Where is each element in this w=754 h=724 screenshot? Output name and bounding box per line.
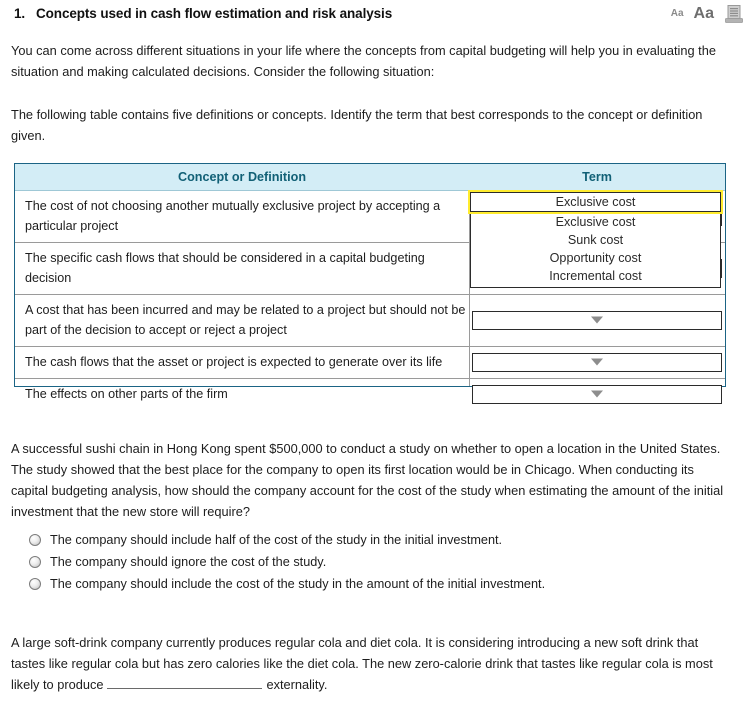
radio-button-icon[interactable] <box>29 578 41 590</box>
cola-question-text-after: externality. <box>266 677 328 692</box>
print-icon[interactable] <box>724 4 744 24</box>
concept-cell: The cost of not choosing another mutually exclusive project by accepting a particular project <box>25 198 441 233</box>
dropdown-option[interactable]: Exclusive cost <box>555 215 636 229</box>
sushi-question-options <box>29 530 719 596</box>
column-header-term: Term <box>469 164 725 190</box>
table-row <box>15 294 725 346</box>
radio-option-2[interactable] <box>29 552 719 572</box>
term-cell <box>469 346 725 378</box>
concept-cell: The effects on other parts of the firm <box>15 378 469 410</box>
radio-option-3[interactable] <box>29 574 719 594</box>
term-select-3[interactable] <box>472 311 722 330</box>
concept-cell: The specific cash flows that should be considered in a capital budgeting decision <box>15 242 469 294</box>
table-row <box>15 346 725 378</box>
intro-paragraph-2: The following table contains five definitions or concepts. Identify the term that best corresponds to the concept or definition given. <box>11 107 703 143</box>
chevron-down-icon <box>591 317 603 324</box>
table-row <box>15 378 725 410</box>
cola-question <box>11 632 727 695</box>
fill-in-blank-input[interactable] <box>107 676 262 689</box>
cola-question-text-before: A large soft-drink company currently produces regular cola and diet cola. It is considering introducing a new soft drink that tastes like regular cola but has zero calories like the diet cola. The new zero-calorie drink that tastes like regular cola is most likely to produce <box>11 635 713 692</box>
dropdown-selected-value[interactable]: Exclusive cost <box>470 192 721 212</box>
dropdown-option[interactable]: Incremental cost <box>549 269 642 283</box>
concept-cell: The cash flows that the asset or project is expected to generate over its life <box>15 346 469 378</box>
radio-button-icon[interactable] <box>29 556 41 568</box>
column-header-concept: Concept or Definition <box>15 164 469 190</box>
question-number: 1. <box>14 6 26 21</box>
toolbar <box>671 4 744 24</box>
radio-option-label: The company should include half of the cost of the study in the initial investment. <box>50 533 503 547</box>
term-select-5[interactable] <box>472 385 722 404</box>
increase-font-button[interactable]: Aa <box>693 5 714 22</box>
chevron-down-icon <box>591 391 603 398</box>
radio-option-1[interactable] <box>29 530 719 550</box>
radio-button-icon[interactable] <box>29 534 41 546</box>
dropdown-option[interactable]: Opportunity cost <box>549 251 642 265</box>
sushi-question-prompt: A successful sushi chain in Hong Kong spent $500,000 to conduct a study on whether to open a location in the United States. The study showed that the best place for the company to open its first location would be in Chicago. When conducting its capital budgeting analysis, how should the company account for the cost of the study when estimating the amount of the initial investment that the new store will require? <box>11 441 724 519</box>
concept-cell: A cost that has been incurred and may be related to a project but should not be part of the decision to accept or reject a project <box>15 294 469 346</box>
term-cell <box>469 294 725 346</box>
radio-option-label: The company should ignore the cost of the study. <box>50 555 327 569</box>
term-select-4[interactable] <box>472 353 722 372</box>
radio-option-label: The company should include the cost of the study in the amount of the initial investment. <box>50 577 546 591</box>
dropdown-option[interactable]: Sunk cost <box>567 233 624 247</box>
term-cell <box>469 378 725 410</box>
chevron-down-icon <box>591 359 603 366</box>
table-header-row <box>15 164 725 190</box>
intro-paragraph-1: You can come across different situations in your life where the concepts from capital budgeting will help you in evaluating the situation and making calculated decisions. Consider the following situation: <box>11 43 716 79</box>
dropdown-option-list <box>470 212 721 288</box>
page-title <box>14 6 392 21</box>
decrease-font-button[interactable]: Aa <box>670 8 684 19</box>
question-header <box>0 0 754 30</box>
question-title-text: Concepts used in cash flow estimation and risk analysis <box>36 6 393 21</box>
term-dropdown-open[interactable] <box>470 192 721 288</box>
